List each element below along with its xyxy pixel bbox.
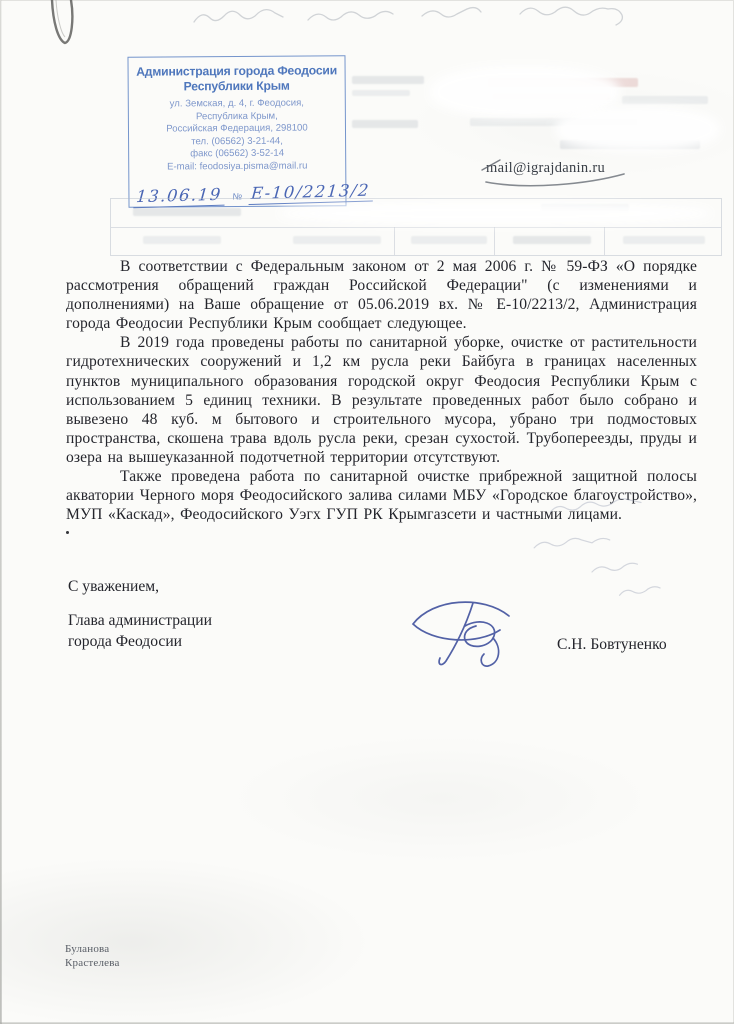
table-column-divider xyxy=(494,227,495,255)
stamp-address-line: Республика Крым, xyxy=(195,110,278,122)
faded-text-remnant xyxy=(352,90,410,96)
ink-speck xyxy=(66,531,69,534)
faded-text-remnant xyxy=(513,236,591,244)
executor-line2: Крастелева xyxy=(65,957,120,969)
paragraph-coastal-works: Также проведена работа по санитарной очистке прибрежной защитной полосы акватории Черного моря Феодосийского залива силами МБУ «Городское благоустройство», МУП «Каскад», Феодосийского Уэгх ГУП РК Крымгазсети и частными лицами. xyxy=(66,468,697,524)
faded-text-remnant xyxy=(143,236,221,244)
handwritten-number: Е-10/2213/2 xyxy=(248,181,375,205)
table-column-divider xyxy=(604,227,605,255)
ink-signature xyxy=(405,598,523,678)
executor-names xyxy=(65,942,120,970)
signer-name: С.Н. Бовтуненко xyxy=(557,636,667,653)
whiteout-correction xyxy=(279,202,711,225)
stamp-address-line: ул. Земская, д. 4, г. Феодосия, xyxy=(169,97,304,110)
signer-title-line1: Глава администрации xyxy=(68,612,212,629)
number-sign-label: № xyxy=(232,191,243,202)
salutation: С уважением, xyxy=(68,578,160,595)
stamp-address-line: Российская Федерация, 298100 xyxy=(166,122,308,135)
faded-text-remnant xyxy=(352,120,418,128)
recipient-email: mail@igrajdanin.ru xyxy=(486,160,606,176)
pen-underline-mark xyxy=(476,156,636,192)
letter-body xyxy=(66,257,697,524)
paperclip-mark-icon xyxy=(38,0,98,55)
table-row-divider xyxy=(111,227,721,228)
handwritten-date: 13.06.19 xyxy=(133,185,226,209)
faded-text-remnant xyxy=(622,96,708,104)
stamp-address-line: E-mail: feodosiya.pisma@mail.ru xyxy=(167,160,308,173)
scan-edge xyxy=(0,0,2,1024)
whiteout-correction xyxy=(555,106,720,152)
table-column-divider xyxy=(394,227,395,255)
faded-text-remnant xyxy=(352,76,424,84)
stamp-address-line: тел. (06562) 3-21-44, xyxy=(191,135,283,148)
signer-title xyxy=(68,611,212,652)
executor-line1: Буланова xyxy=(65,943,110,955)
faded-text-remnant xyxy=(623,236,705,244)
letterhead-stamp xyxy=(127,55,371,208)
signer-title-line2: города Феодосии xyxy=(68,632,183,650)
paragraph-works-report: В 2019 года проведены работы по санитарной уборке, очистке от растительности гидротехнических сооружений и 1,2 км русла реки Байбуга в границах населенных пунктов муниципального образования городской округ Феодосия Республики Крым с использованием 5 единиц техники. В результате проведенных работ было собрано и вывезено 48 куб. м бытового и строительного мусора, убрано три подмостовых пространства, скошена трава вдоль русла реки, срезан сухостой. Трубопереезды, пруды и озера на вышеуказанной подотчетной территории отсутствуют. xyxy=(66,334,697,466)
faint-top-handwriting xyxy=(190,2,640,34)
stamp-address-line: факс (06562) 3-52-14 xyxy=(190,148,285,160)
stamp-org-name-line2: Республики Крым xyxy=(183,78,290,94)
faded-routing-table xyxy=(110,198,722,256)
paragraph-legal-basis: В соответствии с Федеральным законом от 2 мая 2006 г. № 59-ФЗ «О порядке рассмотрения обращений граждан Российской Федерации" (с изменениями и дополнениями) на Ваше обращение от 05.06.2019 вх. № Е-10/2213/2, Администрация города Феодосии Республики Крым сообщает следующее. xyxy=(66,258,697,333)
stamp-org-name-line1: Администрация города Феодосии xyxy=(136,63,338,79)
faint-margin-handwriting xyxy=(489,480,730,623)
faded-text-remnant xyxy=(411,236,487,244)
faded-text-remnant xyxy=(133,208,241,216)
faded-text-remnant xyxy=(293,236,381,244)
